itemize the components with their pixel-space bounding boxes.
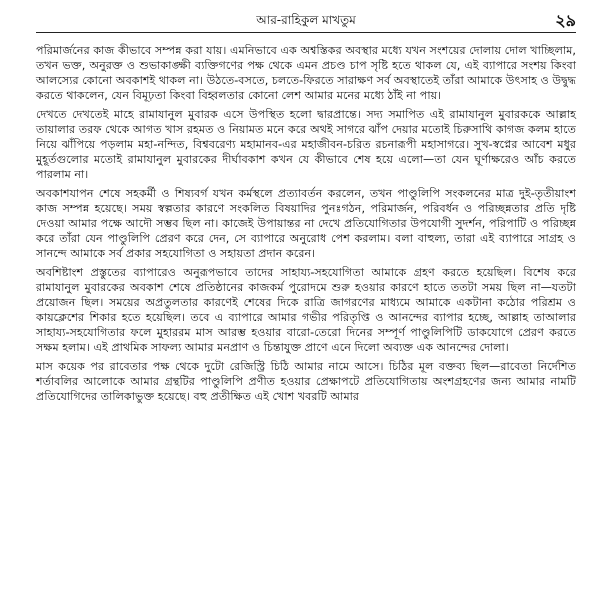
paragraph-2: দেখতে দেখতেই মাহে রামাযানুল মুবারক এসে উপস্থিত হলো দ্বারপ্রান্তে। সদ্য সমাপিত এই রামাযানুল মুবারককে আল্লাহ তায়ালার তরফ থেকে আগত খাস রহমত ও নিয়ামত মনে করে অথই সাগরে ঝাঁপ দেয়ার মতোই চিরুসাথি কাগজ কলম হাতে নিয়ে ঝাঁপিয়ে পড়লাম মহা-নন্দিত, বিশ্ববরেণ্য মহামানব-এর মহাজীবন-চরিত রচনারূপী মহাসাগরে। সুখ-স্বপ্নের আবেশ মধুর মুহূর্তগুলোর মতোই রামাযানুল মুবারকের দীর্ঘাবকাশ কখন যে কীভাবে শেষ হয়ে এলো—তা যেন ঘূর্ণাক্ষরেও আঁচ করতে পারলাম না। [36,108,580,181]
page-body [36,43,580,404]
paragraph-4: অবশিষ্টাংশ প্রস্তুতের ব্যাপারেও অনুরূপভাবে তাদের সাহায্য-সহযোগিতা আমাকে গ্রহণ করতে হয়েছিল। বিশেষ করে রামাযানুল মুবারকের অবকাশ শেষে প্রতিষ্ঠানের কাজকর্ম পুরোদমে শুরু হওয়ার কারণে হাতে ততটা সময় ছিল না—যতটা প্রয়োজন ছিল। সময়ের অপ্রতুলতার কারণেই শেষের দিকে রাত্রি জাগরণের মাধ্যমে আমাকে একটানা কঠোর পরিশ্রম ও কায়ক্লেশের শিকার হতে হয়েছিল। তবে এ ব্যাপারে আমার গভীর পরিতৃপ্তি ও আনন্দের ব্যাপার হচ্ছে, আল্লাহ তাআলার সাহায্য-সহযোগিতার ফলে মুহাররম মাস আরম্ভ হওয়ার বারো-তেরো দিনের সম্পূর্ণ পাণ্ডুলিপিটি ডাকযোগে প্রেরণ করতে সক্ষম হলাম। এই প্রাথমিক সাফল্য আমার মনপ্রাণ ও চিন্তাযুক্ত প্রাণে এনে দিলো অব্যক্ত এক আনন্দের দোলা। [36,266,580,354]
paragraph-3: অবকাশযাপন শেষে সহকর্মী ও শিষ্যবর্গ যখন কর্মস্থলে প্রত্যাবর্তন করলেন, তখন পাণ্ডুলিপি সংকলনের মাত্র দুই-তৃতীয়াংশ কাজ সম্পন্ন হয়েছে। সময় স্বল্পতার কারণে সংকলিত বিষয়াদির পুনঃগঠন, পরিমার্জন, পরিবর্ধন ও পরিচ্ছন্নতার প্রতি দৃষ্টি দেওয়া আমার পক্ষে আদৌ সম্ভব ছিল না। কাজেই উপায়ান্তর না দেখে প্রতিযোগিতার উপযোগী সুদর্শন, পরিপাটি ও পরিচ্ছন্ন করে তাঁরা যেন পাণ্ডুলিপি প্রেরণ করে দেন, সে ব্যাপারে অনুরোধ পেশ করলাম। বলা বাহুল্য, তারা এই ব্যাপারে সাগ্রহ ও সানন্দে আমাকে সর্ব প্রকার সহযোগিতা ও সহায়তা প্রদান করেন। [36,187,580,260]
running-header [36,6,576,33]
paragraph-1: পরিমার্জনের কাজ কীভাবে সম্পন্ন করা যায়। এমনিভাবে এক অশ্বস্তিকর অবস্থার মধ্যে যখন সংশয়ের দোলায় দোল খাচ্ছিলাম, তখন ভক্ত, অনুরক্ত ও শুভাকাঙ্ক্ষী ব্যক্তিগণের পক্ষ থেকে এমন প্রচণ্ড চাপ সৃষ্টি হতে থাকল যে, এই ব্যাপারে সংশয় কিংবা আলস্যের কোনো অবকাশই থাকল না। উঠতে-বসতে, চলতে-ফিরতে সারাক্ষণ সর্ব অবস্থাতেই তাঁরা আমাকে উৎসাহ ও উদ্বুদ্ধ করতে থাকলেন, যেন বিমূঢ়তা কিংবা বিহ্বলতার কোনো লেশ আমার মনের মধ্যে ঠাঁই না পায়। [36,44,580,102]
book-page [36,6,580,596]
running-title: আর-রাহিকুল মাখতুম [256,13,356,27]
page-number: ২৯ [555,11,576,30]
paragraph-5: মাস কয়েক পর রাবেতার পক্ষ থেকে দুটো রেজিস্ট্রি চিঠি আমার নামে আসে। চিঠির মূল বক্তব্য ছিল—রাবেতা নির্দেশিত শর্তাবলির আলোকে আমার গ্রন্থটির পাণ্ডুলিপি প্রণীত হওয়ার প্রেক্ষাপটে প্রতিযোগিতায় অংশগ্রহণের জন্য আমার নামটি প্রতিযোগিদের তালিকাভুক্ত হয়েছে। বহু প্রতীক্ষিত এই খোশ খবরটি আমার [36,360,580,403]
